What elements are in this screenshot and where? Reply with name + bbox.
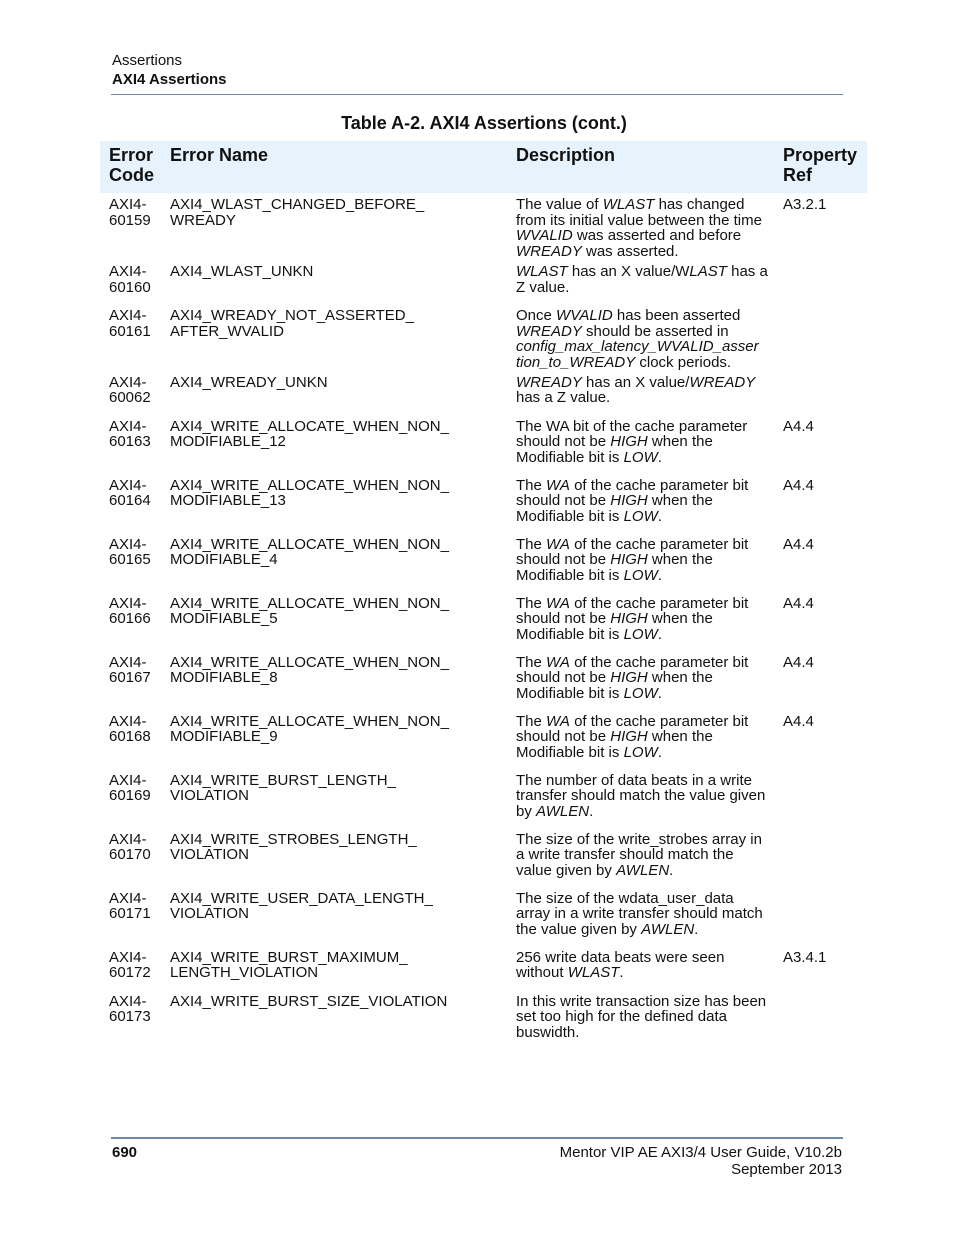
property-ref-cell <box>774 304 867 371</box>
error-code-cell: AXI4- 60173 <box>109 992 151 1026</box>
column-header-error-name: Error Name <box>161 141 507 193</box>
table-title: Table A-2. AXI4 Assertions (cont.) <box>341 113 627 133</box>
description-cell: The size of the wdata_user_data array in a write transfer should match the value given by AWLEN. <box>516 889 763 939</box>
error-code-cell: AXI4- 60165 <box>109 535 151 569</box>
description-cell: The WA of the cache parameter bit should not be HIGH when the Modifiable bit is LOW. <box>516 712 749 762</box>
footer-info <box>560 1144 842 1178</box>
error-code-cell: AXI4- 60161 <box>109 306 151 340</box>
property-ref-cell <box>774 828 867 887</box>
table-header-row <box>100 141 867 193</box>
description-cell: The value of WLAST has changed from its initial value between the time WVALID was asserted and before WREADY was asserted. <box>516 196 762 261</box>
description-cell: Once WVALID has been asserted WREADY should be asserted in config_max_latency_WVALID_asser tion_to_WREADY clock periods. <box>516 306 759 371</box>
header-rule <box>111 94 843 95</box>
table-body <box>100 193 867 1049</box>
assertions-table <box>100 141 867 1049</box>
table-row <box>100 193 867 260</box>
error-code-cell: AXI4- 60062 <box>109 373 151 407</box>
column-header-description: Description <box>507 141 774 193</box>
error-name-cell: AXI4_WRITE_ALLOCATE_WHEN_NON_ MODIFIABLE_8 <box>170 653 449 687</box>
error-code-cell: AXI4- 60159 <box>109 196 151 229</box>
table-row <box>100 260 867 304</box>
property-ref-cell <box>774 887 867 946</box>
header-section: Assertions <box>112 52 183 69</box>
property-ref-cell: A4.4 <box>783 653 814 671</box>
error-name-cell: AXI4_WRITE_ALLOCATE_WHEN_NON_ MODIFIABLE_9 <box>170 712 449 746</box>
error-name-cell: AXI4_WREADY_UNKN <box>170 373 328 391</box>
description-cell: WLAST has an X value/WLAST has a Z value. <box>516 262 768 296</box>
error-code-cell: AXI4- 60169 <box>109 771 151 805</box>
description-cell: In this write transaction size has been set too high for the defined data buswidth. <box>516 992 767 1042</box>
error-name-cell: AXI4_WRITE_BURST_SIZE_VIOLATION <box>170 992 448 1010</box>
error-code-cell: AXI4- 60164 <box>109 476 151 510</box>
description-cell: The WA of the cache parameter bit should not be HIGH when the Modifiable bit is LOW. <box>516 653 749 703</box>
column-header-error-code: Error Code <box>100 141 161 193</box>
footer-doc-title: Mentor VIP AE AXI3/4 User Guide, V10.2b <box>559 1144 842 1161</box>
table-row <box>100 415 867 474</box>
error-name-cell: AXI4_WREADY_NOT_ASSERTED_ AFTER_WVALID <box>170 306 414 340</box>
description-cell: The WA of the cache parameter bit should not be HIGH when the Modifiable bit is LOW. <box>516 476 749 526</box>
error-code-cell: AXI4- 60168 <box>109 712 151 746</box>
footer-date: September 2013 <box>731 1161 842 1178</box>
property-ref-cell <box>774 990 867 1049</box>
error-name-cell: AXI4_WLAST_UNKN <box>170 262 314 280</box>
table-row <box>100 769 867 828</box>
description-cell: The WA of the cache parameter bit should not be HIGH when the Modifiable bit is LOW. <box>516 535 749 585</box>
table-row <box>100 474 867 533</box>
error-name-cell: AXI4_WRITE_USER_DATA_LENGTH_ VIOLATION <box>170 889 433 923</box>
table-row <box>100 990 867 1049</box>
table-row <box>100 651 867 710</box>
property-ref-cell: A4.4 <box>783 417 814 435</box>
table-row <box>100 828 867 887</box>
description-cell: The size of the write_strobes array in a write transfer should match the value given by AWLEN. <box>516 830 762 880</box>
table-row <box>100 592 867 651</box>
property-ref-cell: A3.4.1 <box>783 948 827 966</box>
column-header-property-ref: Property Ref <box>774 141 867 193</box>
property-ref-cell: A4.4 <box>783 476 814 494</box>
error-name-cell: AXI4_WRITE_ALLOCATE_WHEN_NON_ MODIFIABLE_4 <box>170 535 449 569</box>
description-cell: The number of data beats in a write transfer should match the value given by AWLEN. <box>516 771 766 821</box>
error-name-cell: AXI4_WLAST_CHANGED_BEFORE_ WREADY <box>170 196 425 229</box>
error-code-cell: AXI4- 60167 <box>109 653 151 687</box>
error-code-cell: AXI4- 60163 <box>109 417 151 451</box>
description-cell: WREADY has an X value/WREADY has a Z value. <box>516 373 756 407</box>
property-ref-cell: A4.4 <box>783 535 814 553</box>
error-name-cell: AXI4_WRITE_STROBES_LENGTH_ VIOLATION <box>170 830 417 864</box>
page-number: 690 <box>112 1144 138 1161</box>
error-name-cell: AXI4_WRITE_BURST_LENGTH_ VIOLATION <box>170 771 396 805</box>
error-name-cell: AXI4_WRITE_ALLOCATE_WHEN_NON_ MODIFIABLE_5 <box>170 594 449 628</box>
error-code-cell: AXI4- 60166 <box>109 594 151 628</box>
property-ref-cell <box>774 371 867 415</box>
table-row <box>100 304 867 371</box>
error-name-cell: AXI4_WRITE_BURST_MAXIMUM_ LENGTH_VIOLATION <box>170 948 408 982</box>
footer-rule <box>111 1137 843 1139</box>
table-row <box>100 533 867 592</box>
property-ref-cell: A3.2.1 <box>783 196 827 213</box>
error-code-cell: AXI4- 60172 <box>109 948 151 982</box>
property-ref-cell <box>774 260 867 304</box>
description-cell: The WA of the cache parameter bit should not be HIGH when the Modifiable bit is LOW. <box>516 594 749 644</box>
table-row <box>100 946 867 990</box>
error-code-cell: AXI4- 60160 <box>109 262 151 296</box>
error-name-cell: AXI4_WRITE_ALLOCATE_WHEN_NON_ MODIFIABLE_13 <box>170 476 449 510</box>
error-code-cell: AXI4- 60170 <box>109 830 151 864</box>
property-ref-cell <box>774 769 867 828</box>
error-name-cell: AXI4_WRITE_ALLOCATE_WHEN_NON_ MODIFIABLE_12 <box>170 417 449 451</box>
description-cell: 256 write data beats were seen without WLAST. <box>516 948 725 982</box>
table-row <box>100 887 867 946</box>
description-cell: The WA bit of the cache parameter should not be HIGH when the Modifiable bit is LOW. <box>516 417 748 467</box>
error-code-cell: AXI4- 60171 <box>109 889 151 923</box>
running-header <box>112 51 227 89</box>
header-subsection: AXI4 Assertions <box>112 71 227 88</box>
table-row <box>100 710 867 769</box>
property-ref-cell: A4.4 <box>783 594 814 612</box>
table-row <box>100 371 867 415</box>
property-ref-cell: A4.4 <box>783 712 814 730</box>
